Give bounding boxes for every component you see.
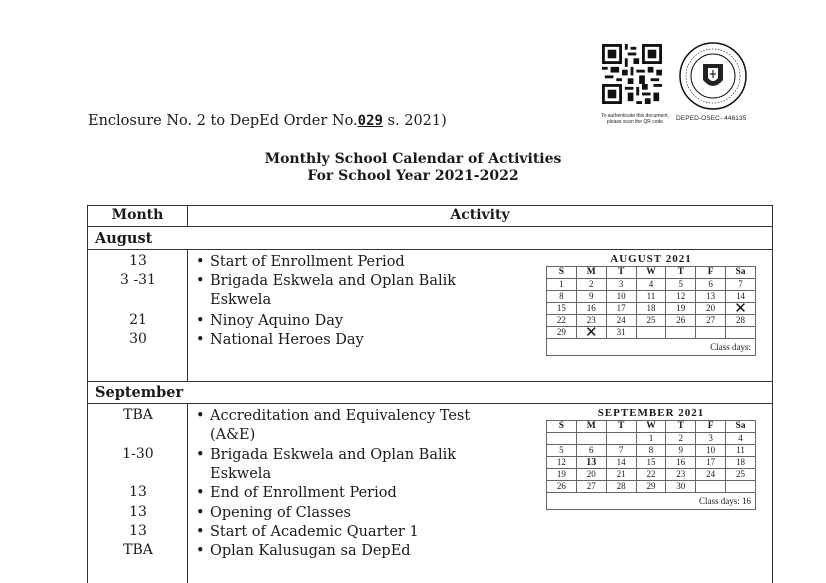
day-cell: 31 — [606, 327, 636, 339]
activity-item-continued: (A&E) — [210, 427, 256, 443]
day-cell: 17 — [606, 303, 636, 315]
activity-item: • Brigada Eskwela and Oplan Balik — [196, 273, 457, 289]
day-cell: 23 — [576, 315, 606, 327]
activity-item-continued: Eskwela — [210, 466, 272, 482]
day-cell: 20 — [696, 303, 726, 315]
day-cell: 4 — [726, 433, 756, 445]
page-subtitle: For School Year 2021-2022 — [307, 168, 519, 184]
qr-caption: To authenticate this document, please scan the QR code — [601, 113, 669, 125]
day-cell: 30 — [666, 481, 696, 493]
day-cell: 7 — [726, 279, 756, 291]
day-cell: 28 — [606, 481, 636, 493]
activity-date: TBA — [123, 542, 153, 558]
enclosure-line — [88, 113, 447, 129]
column-header-month: Month — [111, 207, 164, 223]
day-cell — [666, 327, 696, 339]
day-cell: 27 — [696, 315, 726, 327]
weekday: Sa — [726, 421, 756, 433]
weekday: F — [696, 267, 726, 279]
day-cell: 12 — [666, 291, 696, 303]
day-cell — [547, 433, 577, 445]
day-cell: 23 — [666, 469, 696, 481]
day-cell: 9 — [666, 445, 696, 457]
column-header-activity: Activity — [450, 207, 510, 223]
day-cell — [606, 433, 636, 445]
activity-item: • Brigada Eskwela and Oplan Balik — [196, 447, 457, 463]
day-cell: 21 — [606, 469, 636, 481]
day-cell: 29 — [636, 481, 666, 493]
month-august: August — [95, 230, 153, 247]
weekday: S — [547, 267, 577, 279]
calendar-title: SEPTEMBER 2021 — [597, 407, 705, 419]
day-cell: 8 — [547, 291, 577, 303]
activity-item: • National Heroes Day — [196, 332, 364, 348]
activity-date: 13 — [129, 253, 147, 269]
day-cell — [726, 327, 756, 339]
day-cell: 16 — [666, 457, 696, 469]
activity-date: 13 — [129, 504, 147, 520]
day-cell: 19 — [547, 469, 577, 481]
day-cell: 27 — [576, 481, 606, 493]
weekday: T — [666, 267, 696, 279]
day-cell: 22 — [636, 469, 666, 481]
enclosure-prefix: Enclosure No. 2 to DepEd Order No. — [88, 113, 358, 129]
activity-date: 1-30 — [122, 446, 154, 462]
day-cell: 5 — [547, 445, 577, 457]
day-cell: 15 — [547, 303, 577, 315]
day-cell: 28 — [726, 315, 756, 327]
activity-item-continued: Eskwela — [210, 292, 272, 308]
weekday: Sa — [726, 267, 756, 279]
day-cell: 3 — [606, 279, 636, 291]
day-cell: 29 — [547, 327, 577, 339]
day-cell: 26 — [666, 315, 696, 327]
day-cell — [696, 481, 726, 493]
enclosure-suffix: s. 2021) — [382, 113, 447, 129]
day-cell: 2 — [666, 433, 696, 445]
weekday: S — [547, 421, 577, 433]
day-cell: 9 — [576, 291, 606, 303]
activity-item: • Oplan Kalusugan sa DepEd — [196, 543, 411, 559]
weekday: W — [636, 421, 666, 433]
document-code: DEPED-OSEC- 446135 — [676, 115, 747, 122]
activity-item: • Start of Enrollment Period — [196, 254, 405, 270]
activity-date: 13 — [129, 523, 147, 539]
day-cell-marked — [726, 303, 756, 315]
activity-date: 13 — [129, 484, 147, 500]
deped-seal-icon — [667, 40, 759, 112]
day-cell — [636, 327, 666, 339]
day-cell: 14 — [606, 457, 636, 469]
day-cell: 5 — [666, 279, 696, 291]
day-cell: 15 — [636, 457, 666, 469]
september-mini-calendar — [546, 407, 756, 510]
activity-date: 30 — [129, 331, 147, 347]
day-cell: 20 — [576, 469, 606, 481]
activity-date: 21 — [129, 312, 147, 328]
day-cell: 6 — [696, 279, 726, 291]
order-number: 029 — [357, 113, 383, 129]
activity-date: TBA — [123, 407, 153, 423]
weekday: T — [606, 267, 636, 279]
calendar-title: AUGUST 2021 — [610, 253, 692, 265]
day-cell: 1 — [636, 433, 666, 445]
day-cell: 7 — [606, 445, 636, 457]
activity-item: • Start of Academic Quarter 1 — [196, 524, 419, 540]
activity-item: • End of Enrollment Period — [196, 485, 397, 501]
day-cell-highlighted: 13 — [576, 457, 606, 469]
day-cell: 18 — [726, 457, 756, 469]
day-cell: 19 — [666, 303, 696, 315]
class-days: Class days: — [547, 339, 756, 356]
weekday: W — [636, 267, 666, 279]
day-cell: 25 — [726, 469, 756, 481]
day-cell: 18 — [636, 303, 666, 315]
day-cell: 12 — [547, 457, 577, 469]
day-cell: 3 — [696, 433, 726, 445]
qr-code-icon — [602, 44, 662, 104]
day-cell: 25 — [636, 315, 666, 327]
day-cell: 26 — [547, 481, 577, 493]
day-cell: 14 — [726, 291, 756, 303]
activity-item: • Accreditation and Equivalency Test — [196, 408, 471, 424]
day-cell: 24 — [696, 469, 726, 481]
activity-item: • Opening of Classes — [196, 505, 351, 521]
weekday: T — [606, 421, 636, 433]
day-cell: 13 — [696, 291, 726, 303]
day-cell: 24 — [606, 315, 636, 327]
day-cell — [576, 433, 606, 445]
day-cell: 11 — [726, 445, 756, 457]
day-cell: 10 — [696, 445, 726, 457]
weekday: F — [696, 421, 726, 433]
day-cell: 2 — [576, 279, 606, 291]
august-mini-calendar — [546, 253, 756, 356]
day-cell: 11 — [636, 291, 666, 303]
activity-date: 3 -31 — [120, 272, 156, 288]
day-cell-marked — [576, 327, 606, 339]
activity-item: • Ninoy Aquino Day — [196, 313, 344, 329]
weekday: M — [576, 267, 606, 279]
page-title: Monthly School Calendar of Activities — [264, 151, 562, 167]
month-september: September — [95, 384, 184, 401]
weekday: T — [666, 421, 696, 433]
day-cell — [696, 327, 726, 339]
day-cell: 4 — [636, 279, 666, 291]
day-cell — [726, 481, 756, 493]
day-cell: 10 — [606, 291, 636, 303]
weekday: M — [576, 421, 606, 433]
day-cell: 22 — [547, 315, 577, 327]
day-cell: 1 — [547, 279, 577, 291]
day-cell: 17 — [696, 457, 726, 469]
day-cell: 6 — [576, 445, 606, 457]
class-days: Class days: 16 — [547, 493, 756, 510]
day-cell: 8 — [636, 445, 666, 457]
day-cell: 16 — [576, 303, 606, 315]
